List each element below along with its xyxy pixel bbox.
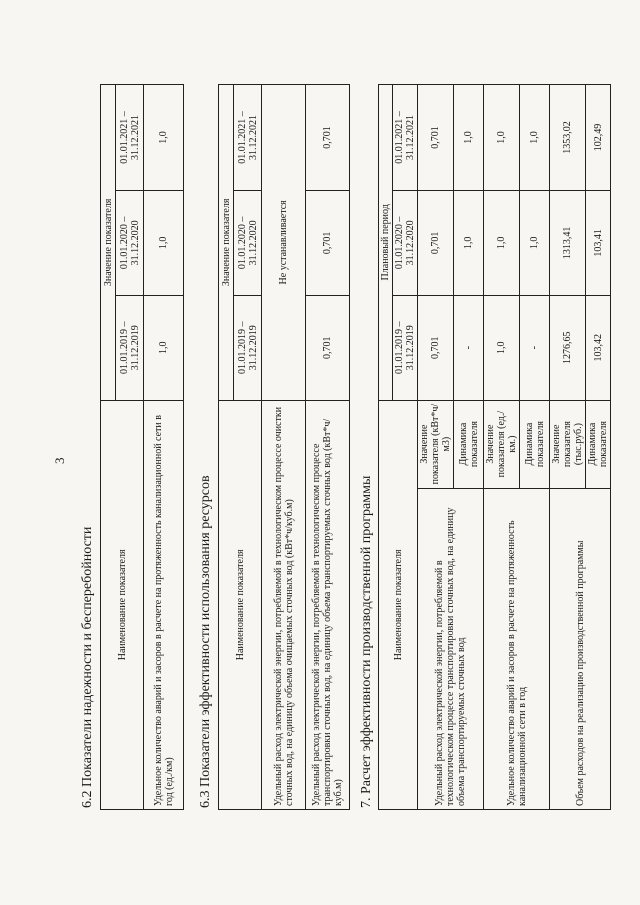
section-6-3-title: 6.3 Показатели эффективности использования ресурсов bbox=[198, 475, 213, 808]
reliability-table bbox=[100, 84, 184, 810]
row-label: Динамика показателя bbox=[520, 400, 550, 488]
section-6-2-title: 6.2 Показатели надежности и бесперебойности bbox=[80, 526, 95, 808]
value-2019: - bbox=[454, 295, 484, 400]
value-2019: 0,701 bbox=[418, 295, 454, 400]
value-2021: 1,0 bbox=[484, 85, 520, 191]
efficiency-table bbox=[218, 84, 350, 810]
value-2020: 0,701 bbox=[306, 190, 350, 295]
row-name: Удельное количество аварий и засоров в расчете на протяженность канализационной сети в год (ед./км) bbox=[144, 400, 184, 809]
value-2019: 103,42 bbox=[586, 295, 611, 400]
value-2021: 1,0 bbox=[454, 85, 484, 191]
value-2019: 1,0 bbox=[484, 295, 520, 400]
value-2021: 0,701 bbox=[418, 85, 454, 191]
value-2019: 1,0 bbox=[144, 295, 184, 400]
period-2021: 01.01.2021 – 31.12.2021 bbox=[234, 85, 262, 191]
group-name: Удельное количество аварий и засоров в расчете на протяженность канализационной сети в год bbox=[484, 488, 550, 809]
row-label: Значение показателя (кВт*ч/м3) bbox=[418, 400, 454, 488]
value-2021: 102,49 bbox=[586, 85, 611, 191]
period-2021: 01.01.2021 – 31.12.2021 bbox=[393, 85, 418, 191]
group-name: Удельный расход электрической энергии, потребляемой в технологическом процессе транспортировки сточных вод, на единицу объема транспортируемых сточных вод bbox=[418, 488, 484, 809]
section-7-title: 7. Расчет эффективности производственной программы bbox=[359, 475, 374, 808]
merged-value: Не устанавливается bbox=[262, 85, 306, 401]
value-2020: 1313,41 bbox=[550, 190, 586, 295]
value-2020: 0,701 bbox=[418, 190, 454, 295]
value-2019: 0,701 bbox=[306, 295, 350, 400]
period-2020: 01.01.2020 – 31.12.2020 bbox=[234, 190, 262, 295]
value-2020: 1,0 bbox=[144, 190, 184, 295]
group-name: Объем расходов на реализацию производственной программы bbox=[550, 488, 611, 809]
value-2020: 103,41 bbox=[586, 190, 611, 295]
value-2021: 0,701 bbox=[306, 85, 350, 191]
period-2019: 01.01.2019 – 31.12.2019 bbox=[393, 295, 418, 400]
header-value: Значение показателя bbox=[219, 85, 234, 401]
value-2021: 1353,02 bbox=[550, 85, 586, 191]
value-2020: 1,0 bbox=[454, 190, 484, 295]
period-2019: 01.01.2019 – 31.12.2019 bbox=[116, 295, 144, 400]
value-2021: 1,0 bbox=[520, 85, 550, 191]
row-label: Значение показателя (тыс.руб.) bbox=[550, 400, 586, 488]
row-name: Удельный расход электрической энергии, потребляемой в технологическом процессе транспортировки сточных вод, на единицу объема транспортируемых сточных вод (кВт*ч/куб.м) bbox=[306, 400, 350, 809]
value-2019: - bbox=[520, 295, 550, 400]
program-efficiency-table bbox=[378, 84, 611, 810]
header-indicator-name: Наименование показателя bbox=[379, 400, 418, 809]
header-value: Значение показателя bbox=[101, 85, 116, 401]
row-label: Значение показателя (ед./км.) bbox=[484, 400, 520, 488]
period-2021: 01.01.2021 – 31.12.2021 bbox=[116, 85, 144, 191]
row-label: Динамика показателя bbox=[586, 400, 611, 488]
period-2020: 01.01.2020 – 31.12.2020 bbox=[393, 190, 418, 295]
value-2021: 1,0 bbox=[144, 85, 184, 191]
value-2019: 1276,65 bbox=[550, 295, 586, 400]
header-indicator-name: Наименование показателя bbox=[219, 400, 262, 809]
row-name: Удельный расход электрической энергии, потребляемой в технологическом процессе очистки сточных вод, на единицу объема очищаемых сточных вод (кВт*ч/куб.м) bbox=[262, 400, 306, 809]
value-2020: 1,0 bbox=[520, 190, 550, 295]
period-2020: 01.01.2020 – 31.12.2020 bbox=[116, 190, 144, 295]
header-plan-period: Плановый период bbox=[379, 85, 393, 401]
row-label: Динамика показателя bbox=[454, 400, 484, 488]
value-2020: 1,0 bbox=[484, 190, 520, 295]
header-indicator-name: Наименование показателя bbox=[101, 400, 144, 809]
period-2019: 01.01.2019 – 31.12.2019 bbox=[234, 295, 262, 400]
page-number: 3 bbox=[52, 457, 67, 464]
